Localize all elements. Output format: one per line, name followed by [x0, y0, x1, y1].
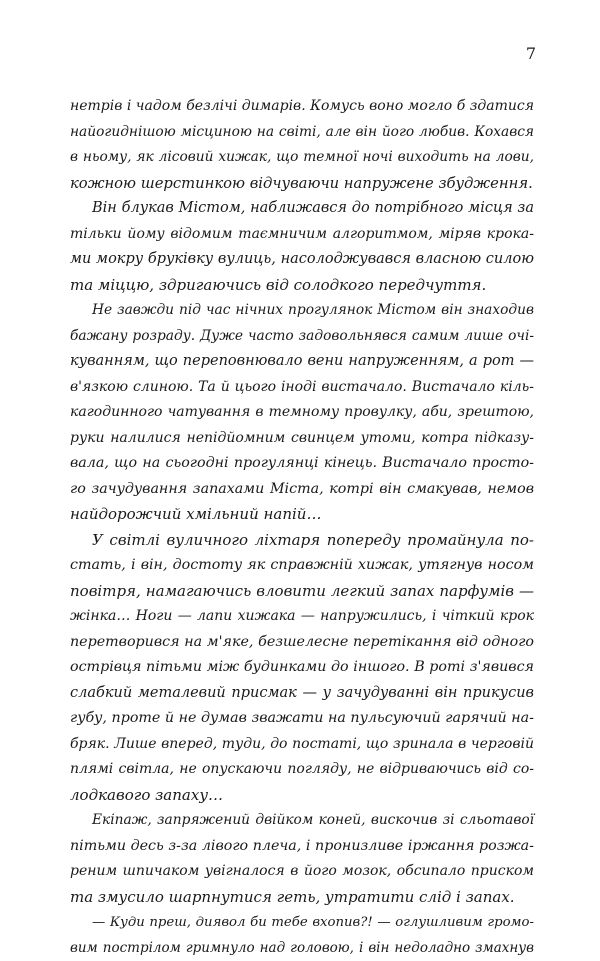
text-line: бажану розраду. Дуже часто задовольнявся самим лише очі- — [70, 324, 534, 350]
text-line: тільки йому відомим таємничим алгоритмом, міряв крока- — [70, 222, 534, 248]
text-line: пітьми десь з-за лівого плеча, і пронизливе іржання розжа- — [70, 834, 534, 860]
text-line: Екіпаж, запряжений двійком коней, вискочив зі сльотавої — [70, 808, 534, 834]
text-line: губу, проте й не думав зважати на пульсуючий гарячий на- — [70, 706, 534, 732]
text-line: Не завжди під час нічних прогулянок Містом він знаходив — [70, 298, 534, 324]
text-line: повітря, намагаючись вловити легкий запах парфумів — — [70, 579, 534, 605]
page-number: 7 — [526, 44, 536, 63]
text-line: та змусило шарпнутися геть, утратити слід і запах. — [70, 885, 534, 911]
text-line: вала, що на сьогодні прогулянці кінець. Вистачало просто- — [70, 451, 534, 477]
text-line: жінка… Ноги — лапи хижака — напружились, і чіткий крок — [70, 604, 534, 630]
text-line: слабкий металевий присмак — у зачудуванні він прикусив — [70, 681, 534, 707]
text-line: в'язкою слиною. Та й цього іноді вистачало. Вистачало кіль- — [70, 375, 534, 401]
text-line: бряк. Лише вперед, туди, до постаті, що зринала в черговій — [70, 732, 534, 758]
text-line: та міццю, здригаючись від солодкого передчуття. — [70, 273, 534, 299]
text-line: ми мокру бруківку вулиць, насолоджувався власною силою — [70, 247, 534, 273]
text-line: У світлі вуличного ліхтаря попереду промайнула по- — [70, 528, 534, 554]
text-line: нетрів і чадом безлічі димарів. Комусь воно могло б здатися — [70, 94, 534, 120]
text-line: го зачудування запахами Міста, котрі він смакував, немов — [70, 477, 534, 503]
text-line: лодкавого запаху… — [70, 783, 534, 809]
text-line: стать, і він, достоту як справжній хижак, утягнув носом — [70, 553, 534, 579]
text-line: кожною шерстинкою відчуваючи напружене збудження. — [70, 171, 534, 197]
text-line: найдорожчий хмільний напій… — [70, 502, 534, 528]
text-line: реним шпичаком увігналося в його мозок, обсипало приском — [70, 859, 534, 885]
body-text — [70, 94, 534, 961]
text-line: руки налилися непідйомним свинцем утоми, котра підказу- — [70, 426, 534, 452]
text-line: найогиднішою місциною на світі, але він його любив. Кохався — [70, 120, 534, 146]
text-line: вим пострілом гримнуло над головою, і він недоладно змахнув — [70, 936, 534, 961]
text-line: острівця пітьми між будинками до іншого. В роті з'явився — [70, 655, 534, 681]
text-line: плямі світла, не опускаючи погляду, не відриваючись від со- — [70, 757, 534, 783]
text-line: Він блукав Містом, наближався до потрібного місця за — [70, 196, 534, 222]
text-line: куванням, що переповнювало вени напруженням, а рот — — [70, 349, 534, 375]
text-line: — Куди преш, диявол би тебе вхопив?! — оглушливим громо- — [70, 910, 534, 936]
text-line: в ньому, як лісовий хижак, що темної ночі виходить на лови, — [70, 145, 534, 171]
text-line: перетворився на м'яке, безшелесне перетікання від одного — [70, 630, 534, 656]
text-line: кагодинного чатування в темному провулку, аби, зрештою, — [70, 400, 534, 426]
